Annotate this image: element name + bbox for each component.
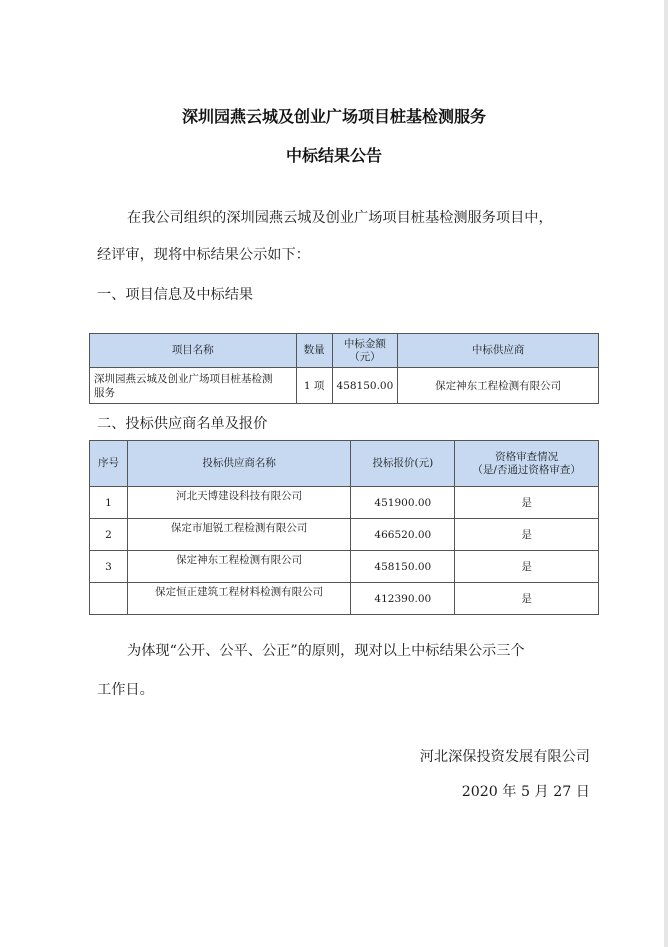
header-project-name: 项目名称 [90,334,297,368]
closing-line-2: 工作日。 [97,682,154,698]
header-serial: 序号 [90,441,128,487]
quantity-cell: 1 项 [296,368,332,404]
header-bid-price: 投标报价(元) [351,441,455,487]
header-supplier: 中标供应商 [398,334,599,368]
header-qualification [455,441,599,487]
award-table-header [90,334,599,368]
table-row [90,551,599,583]
serial-cell: 1 [90,487,128,519]
project-name-line-1: 深圳园燕云城及创业广场项目桩基检测 [94,372,273,385]
project-name-line-2: 服务 [94,386,115,399]
signature-company: 河北深保投资发展有限公司 [419,749,590,765]
bid-price-cell: 466520.00 [351,519,455,551]
intro-line-1: 在我公司组织的深圳园燕云城及创业广场项目桩基检测服务项目中， [127,210,553,226]
bid-price-cell: 458150.00 [351,551,455,583]
header-amount-label: 中标金额 [343,337,386,350]
header-bidder-name: 投标供应商名称 [127,441,350,487]
header-qualification-note: （是/否通过资格审查） [472,463,581,476]
bid-price-cell: 451900.00 [351,487,455,519]
bid-table [89,440,599,615]
award-table [89,333,599,404]
serial-cell [90,583,128,615]
title-line-1: 深圳园燕云城及创业广场项目桩基检测服务 [181,107,486,126]
table-row [90,487,599,519]
qualification-cell: 是 [455,583,599,615]
qualification-cell: 是 [455,551,599,583]
header-quantity: 数量 [296,334,332,368]
header-qualification-label: 资格审查情况 [495,450,559,463]
table-row [90,519,599,551]
bidder-name-cell: 保定恒正建筑工程材料检测有限公司 [127,583,350,615]
serial-cell: 3 [90,551,128,583]
bidder-name-cell: 保定市旭锐工程检测有限公司 [127,519,350,551]
section-1-heading: 一、项目信息及中标结果 [97,287,254,303]
header-amount [332,334,398,368]
bid-table-header [90,441,599,487]
closing-line-1: 为体现“公开、公平、公正”的原则，现对以上中标结果公示三个 [127,643,525,659]
section-2-heading: 二、投标供应商名单及报价 [97,416,268,432]
title-line-2: 中标结果公告 [285,146,382,165]
signature-date: 2020 年 5 月 27 日 [461,784,590,800]
bid-price-cell: 412390.00 [351,583,455,615]
header-amount-unit: （元） [349,350,381,363]
serial-cell: 2 [90,519,128,551]
table-row [90,583,599,615]
supplier-cell: 保定神东工程检测有限公司 [398,368,599,404]
intro-line-2: 经评审，现将中标结果公示如下： [97,247,310,263]
bidder-name-cell: 河北天博建设科技有限公司 [127,487,350,519]
qualification-cell: 是 [455,519,599,551]
table-row [90,368,599,404]
amount-cell: 458150.00 [332,368,398,404]
bidder-name-cell: 保定神东工程检测有限公司 [127,551,350,583]
qualification-cell: 是 [455,487,599,519]
project-name-cell [90,368,297,404]
